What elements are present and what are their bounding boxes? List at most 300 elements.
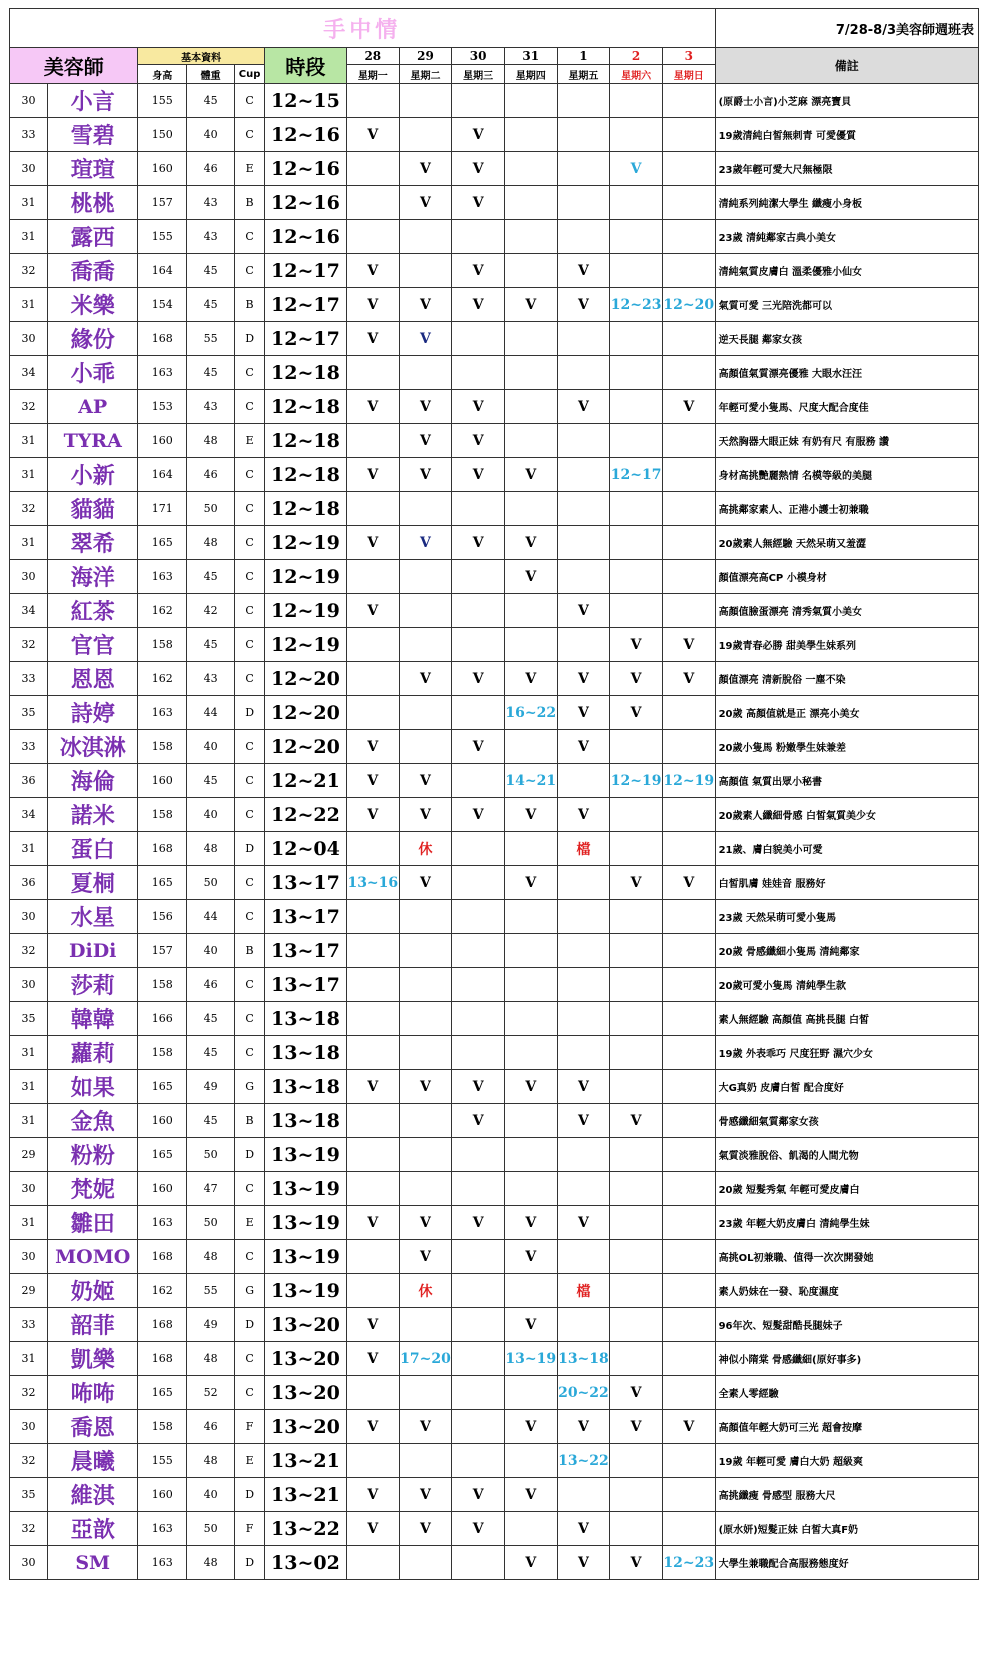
- day-cell: [610, 560, 663, 594]
- day-cell: [346, 254, 399, 288]
- day-mark: V: [630, 670, 642, 687]
- note-cell: 19歲青春必勝 甜美學生妹系列: [715, 628, 978, 662]
- day-cell: [557, 186, 610, 220]
- day-mark: V: [420, 772, 431, 789]
- table-row: [10, 934, 979, 968]
- day-cell: [610, 1478, 663, 1512]
- beautician-name: 露西: [47, 220, 138, 254]
- day-cell: [504, 1274, 557, 1308]
- day-cell: [610, 186, 663, 220]
- age-cell: 30: [10, 152, 48, 186]
- height-cell: 158: [138, 1410, 186, 1444]
- day-cell: [452, 492, 505, 526]
- age-cell: 31: [10, 220, 48, 254]
- day-cell: [399, 628, 452, 662]
- day-cell: [399, 1070, 452, 1104]
- day-mark: V: [683, 636, 695, 653]
- day-cell: [610, 118, 663, 152]
- day-cell: [610, 1240, 663, 1274]
- height-cell: 158: [138, 968, 186, 1002]
- time-slot-cell: 13~17: [264, 900, 346, 934]
- header-basic-info: 基本資料: [138, 48, 264, 65]
- day-mark: V: [420, 194, 431, 211]
- weight-cell: 43: [186, 220, 234, 254]
- day-mark: V: [525, 1316, 537, 1333]
- age-cell: 30: [10, 322, 48, 356]
- day-cell: [504, 1002, 557, 1036]
- day-cell: [557, 322, 610, 356]
- beautician-name: 晨曦: [47, 1444, 138, 1478]
- day-cell: [399, 1376, 452, 1410]
- day-cell: [557, 390, 610, 424]
- day-mark: V: [578, 398, 589, 415]
- day-mark: V: [525, 1486, 537, 1503]
- beautician-name: 韓韓: [47, 1002, 138, 1036]
- note-cell: 氣質淡雅脫俗、飢渴的人間尤物: [715, 1138, 978, 1172]
- age-cell: 32: [10, 1444, 48, 1478]
- day-mark: V: [578, 602, 589, 619]
- time-slot-cell: 12~19: [264, 560, 346, 594]
- day-cell: [610, 288, 663, 322]
- day-cell: [504, 1444, 557, 1478]
- day-mark: V: [420, 670, 431, 687]
- time-slot-cell: 12~19: [264, 628, 346, 662]
- table-row: [10, 1138, 979, 1172]
- day-cell: [346, 968, 399, 1002]
- day-cell: [557, 458, 610, 492]
- cup-cell: C: [235, 356, 264, 390]
- day-mark: V: [472, 126, 484, 143]
- note-cell: 氣質可愛 三光陪洗都可以: [715, 288, 978, 322]
- beautician-name: 莎莉: [47, 968, 138, 1002]
- day-cell: [662, 832, 715, 866]
- day-cell: [399, 1002, 452, 1036]
- height-cell: 165: [138, 866, 186, 900]
- day-cell: [504, 934, 557, 968]
- day-mark: 17~20: [400, 1350, 451, 1367]
- day-mark: V: [367, 1316, 379, 1333]
- time-slot-cell: 12~20: [264, 696, 346, 730]
- day-cell: [504, 254, 557, 288]
- day-cell: [399, 1138, 452, 1172]
- table-row: [10, 1444, 979, 1478]
- day-cell: [504, 730, 557, 764]
- day-cell: [557, 1478, 610, 1512]
- day-cell: [452, 560, 505, 594]
- time-slot-cell: 13~02: [264, 1546, 346, 1580]
- cup-cell: C: [235, 254, 264, 288]
- height-cell: 162: [138, 1274, 186, 1308]
- weight-cell: 45: [186, 1036, 234, 1070]
- table-row: [10, 560, 979, 594]
- day-cell: [346, 594, 399, 628]
- table-row: [10, 1342, 979, 1376]
- day-cell: [452, 1036, 505, 1070]
- day-cell: [504, 84, 557, 118]
- day-cell: [452, 1444, 505, 1478]
- beautician-name: 韶菲: [47, 1308, 138, 1342]
- note-cell: 20歲 高顏值就是正 漂亮小美女: [715, 696, 978, 730]
- day-mark: V: [525, 568, 537, 585]
- day-cell: [557, 288, 610, 322]
- time-slot-cell: 13~19: [264, 1206, 346, 1240]
- day-cell: [346, 934, 399, 968]
- height-cell: 165: [138, 1376, 186, 1410]
- day-cell: [610, 628, 663, 662]
- beautician-name: 夏桐: [47, 866, 138, 900]
- table-row: [10, 866, 979, 900]
- day-mark: V: [472, 1486, 484, 1503]
- table-row: [10, 458, 979, 492]
- header-weekday: 星期一: [346, 65, 399, 84]
- beautician-name: 小新: [47, 458, 138, 492]
- day-mark: V: [630, 160, 642, 177]
- age-cell: 31: [10, 186, 48, 220]
- day-cell: [399, 220, 452, 254]
- day-cell: [346, 84, 399, 118]
- beautician-name: 金魚: [47, 1104, 138, 1138]
- note-cell: 19歲 外表乖巧 尺度狂野 濕穴少女: [715, 1036, 978, 1070]
- height-cell: 160: [138, 1478, 186, 1512]
- day-cell: [346, 458, 399, 492]
- height-cell: 163: [138, 1512, 186, 1546]
- beautician-name: MOMO: [47, 1240, 138, 1274]
- day-cell: [346, 356, 399, 390]
- time-slot-cell: 13~20: [264, 1308, 346, 1342]
- age-cell: 36: [10, 866, 48, 900]
- day-cell: [557, 1206, 610, 1240]
- day-cell: [452, 764, 505, 798]
- day-cell: [452, 730, 505, 764]
- day-cell: [504, 322, 557, 356]
- day-cell: [662, 1478, 715, 1512]
- day-mark: V: [420, 432, 431, 449]
- day-cell: [346, 186, 399, 220]
- day-mark: V: [578, 1112, 589, 1129]
- day-mark: 13~16: [347, 874, 399, 891]
- age-cell: 35: [10, 1478, 48, 1512]
- age-cell: 31: [10, 1036, 48, 1070]
- header-weekday: 星期六: [610, 65, 663, 84]
- day-cell: [399, 1240, 452, 1274]
- weight-cell: 45: [186, 628, 234, 662]
- table-row: [10, 152, 979, 186]
- day-cell: [504, 764, 557, 798]
- day-cell: [452, 934, 505, 968]
- day-mark: V: [472, 670, 484, 687]
- day-mark: V: [525, 466, 537, 483]
- day-mark: V: [420, 1486, 431, 1503]
- day-mark: V: [420, 466, 431, 483]
- beautician-name: 海倫: [47, 764, 138, 798]
- day-cell: [662, 254, 715, 288]
- day-mark: V: [525, 1554, 537, 1571]
- cup-cell: D: [235, 1546, 264, 1580]
- day-cell: [452, 186, 505, 220]
- day-cell: [452, 390, 505, 424]
- day-cell: [504, 968, 557, 1002]
- height-cell: 160: [138, 764, 186, 798]
- day-cell: [610, 220, 663, 254]
- day-cell: [557, 526, 610, 560]
- age-cell: 32: [10, 390, 48, 424]
- weight-cell: 48: [186, 1546, 234, 1580]
- age-cell: 32: [10, 1512, 48, 1546]
- day-cell: [346, 288, 399, 322]
- age-cell: 31: [10, 288, 48, 322]
- day-cell: [346, 628, 399, 662]
- age-cell: 31: [10, 832, 48, 866]
- beautician-name: AP: [47, 390, 138, 424]
- day-mark: 休: [418, 1283, 433, 1300]
- day-mark: V: [420, 1248, 431, 1265]
- day-cell: [557, 1274, 610, 1308]
- day-mark: V: [578, 262, 589, 279]
- day-cell: [610, 798, 663, 832]
- day-cell: [504, 220, 557, 254]
- weight-cell: 48: [186, 526, 234, 560]
- age-cell: 32: [10, 628, 48, 662]
- time-slot-cell: 13~21: [264, 1444, 346, 1478]
- day-mark: V: [630, 636, 642, 653]
- day-cell: [452, 526, 505, 560]
- note-cell: 20歲小隻馬 粉嫩學生妹兼差: [715, 730, 978, 764]
- day-cell: [662, 560, 715, 594]
- note-cell: 20歲可愛小隻馬 清純學生款: [715, 968, 978, 1002]
- note-cell: 全素人零經驗: [715, 1376, 978, 1410]
- day-mark: V: [472, 806, 484, 823]
- day-cell: [399, 492, 452, 526]
- time-slot-cell: 12~18: [264, 424, 346, 458]
- day-mark: V: [367, 330, 379, 347]
- day-mark: V: [525, 874, 537, 891]
- weight-cell: 43: [186, 186, 234, 220]
- cup-cell: C: [235, 1172, 264, 1206]
- weight-cell: 40: [186, 1478, 234, 1512]
- day-cell: [610, 1444, 663, 1478]
- day-mark: V: [525, 806, 537, 823]
- day-mark: 12~19: [610, 772, 662, 789]
- day-cell: [452, 220, 505, 254]
- cup-cell: C: [235, 220, 264, 254]
- day-cell: [346, 1274, 399, 1308]
- day-cell: [452, 1410, 505, 1444]
- cup-cell: C: [235, 1342, 264, 1376]
- time-slot-cell: 13~22: [264, 1512, 346, 1546]
- height-cell: 155: [138, 1444, 186, 1478]
- day-mark: V: [630, 1112, 642, 1129]
- day-cell: [346, 1036, 399, 1070]
- day-cell: [610, 1376, 663, 1410]
- beautician-name: 蛋白: [47, 832, 138, 866]
- table-row: [10, 798, 979, 832]
- day-cell: [504, 798, 557, 832]
- day-cell: [662, 764, 715, 798]
- day-mark: V: [420, 398, 431, 415]
- day-cell: [662, 1036, 715, 1070]
- height-cell: 160: [138, 424, 186, 458]
- day-cell: [610, 322, 663, 356]
- day-cell: [399, 560, 452, 594]
- day-cell: [557, 1172, 610, 1206]
- day-cell: [346, 764, 399, 798]
- day-cell: [557, 118, 610, 152]
- day-cell: [610, 1546, 663, 1580]
- day-cell: [346, 1308, 399, 1342]
- age-cell: 32: [10, 254, 48, 288]
- day-cell: [557, 1444, 610, 1478]
- header-weekday: 星期日: [662, 65, 715, 84]
- table-row: [10, 1172, 979, 1206]
- day-cell: [452, 356, 505, 390]
- day-cell: [452, 1172, 505, 1206]
- cup-cell: C: [235, 1002, 264, 1036]
- day-cell: [610, 526, 663, 560]
- day-cell: [557, 1512, 610, 1546]
- beautician-name: 咘咘: [47, 1376, 138, 1410]
- height-cell: 150: [138, 118, 186, 152]
- day-mark: V: [367, 296, 379, 313]
- beautician-name: 恩恩: [47, 662, 138, 696]
- day-cell: [557, 1070, 610, 1104]
- day-mark: V: [420, 296, 431, 313]
- note-cell: 高顏值年輕大奶可三光 超會按摩: [715, 1410, 978, 1444]
- schedule-table: [9, 8, 979, 1580]
- day-cell: [504, 628, 557, 662]
- table-row: [10, 832, 979, 866]
- note-cell: 高顏值 氣質出眾小秘書: [715, 764, 978, 798]
- day-cell: [452, 288, 505, 322]
- day-cell: [662, 696, 715, 730]
- cup-cell: C: [235, 458, 264, 492]
- note-cell: 白皙肌膚 娃娃音 服務好: [715, 866, 978, 900]
- day-cell: [557, 152, 610, 186]
- day-cell: [662, 1376, 715, 1410]
- day-cell: [452, 1342, 505, 1376]
- day-mark: V: [420, 330, 431, 347]
- cup-cell: C: [235, 730, 264, 764]
- day-cell: [399, 356, 452, 390]
- beautician-name: 雪碧: [47, 118, 138, 152]
- day-cell: [504, 356, 557, 390]
- age-cell: 30: [10, 84, 48, 118]
- day-cell: [346, 390, 399, 424]
- day-cell: [504, 1342, 557, 1376]
- day-mark: V: [367, 262, 379, 279]
- beautician-name: 梵妮: [47, 1172, 138, 1206]
- day-cell: [504, 1138, 557, 1172]
- day-cell: [662, 1138, 715, 1172]
- note-cell: 年輕可愛小隻馬、尺度大配合度佳: [715, 390, 978, 424]
- day-cell: [399, 1274, 452, 1308]
- cup-cell: D: [235, 832, 264, 866]
- day-cell: [662, 322, 715, 356]
- day-mark: 12~23: [610, 296, 662, 313]
- time-slot-cell: 12~19: [264, 526, 346, 560]
- day-cell: [399, 1478, 452, 1512]
- table-row: [10, 492, 979, 526]
- age-cell: 36: [10, 764, 48, 798]
- day-cell: [610, 662, 663, 696]
- height-cell: 168: [138, 1240, 186, 1274]
- day-cell: [557, 492, 610, 526]
- cup-cell: C: [235, 1036, 264, 1070]
- day-cell: [346, 1342, 399, 1376]
- note-cell: 高顏值氣質漂亮優雅 大眼水汪汪: [715, 356, 978, 390]
- weight-cell: 48: [186, 1444, 234, 1478]
- header-date: 28: [346, 48, 399, 65]
- day-mark: V: [578, 1078, 589, 1095]
- weight-cell: 45: [186, 1002, 234, 1036]
- day-cell: [452, 1070, 505, 1104]
- day-cell: [610, 1308, 663, 1342]
- weight-cell: 45: [186, 84, 234, 118]
- height-cell: 158: [138, 628, 186, 662]
- day-mark: V: [367, 398, 379, 415]
- header-weekday: 星期五: [557, 65, 610, 84]
- time-slot-cell: 13~17: [264, 866, 346, 900]
- beautician-name: DiDi: [47, 934, 138, 968]
- day-cell: [346, 866, 399, 900]
- table-row: [10, 1206, 979, 1240]
- day-mark: V: [472, 296, 484, 313]
- weight-cell: 45: [186, 560, 234, 594]
- note-cell: 23歲年輕可愛大尺無極限: [715, 152, 978, 186]
- day-cell: [610, 1410, 663, 1444]
- beautician-name: 詩婷: [47, 696, 138, 730]
- cup-cell: B: [235, 186, 264, 220]
- day-cell: [452, 628, 505, 662]
- height-cell: 168: [138, 832, 186, 866]
- time-slot-cell: 12~17: [264, 322, 346, 356]
- day-mark: V: [420, 534, 431, 551]
- height-cell: 163: [138, 1546, 186, 1580]
- day-cell: [399, 458, 452, 492]
- beautician-name: TYRA: [47, 424, 138, 458]
- time-slot-cell: 12~16: [264, 220, 346, 254]
- day-cell: [610, 1070, 663, 1104]
- day-mark: 16~22: [505, 704, 557, 721]
- day-mark: V: [420, 1078, 431, 1095]
- day-mark: V: [630, 704, 642, 721]
- day-cell: [504, 866, 557, 900]
- day-cell: [452, 900, 505, 934]
- day-mark: V: [420, 806, 431, 823]
- time-slot-cell: 13~20: [264, 1376, 346, 1410]
- day-mark: 20~22: [558, 1384, 609, 1401]
- day-cell: [399, 798, 452, 832]
- beautician-name: 海洋: [47, 560, 138, 594]
- beautician-name: SM: [47, 1546, 138, 1580]
- weight-cell: 40: [186, 730, 234, 764]
- cup-cell: E: [235, 1444, 264, 1478]
- day-cell: [610, 254, 663, 288]
- day-cell: [504, 390, 557, 424]
- day-mark: V: [525, 1214, 537, 1231]
- cup-cell: C: [235, 968, 264, 1002]
- time-slot-cell: 13~18: [264, 1002, 346, 1036]
- day-cell: [662, 220, 715, 254]
- time-slot-cell: 13~20: [264, 1342, 346, 1376]
- time-slot-cell: 12~17: [264, 288, 346, 322]
- note-cell: 清純系列純潔大學生 纖瘦小身板: [715, 186, 978, 220]
- day-cell: [504, 1104, 557, 1138]
- day-cell: [452, 1240, 505, 1274]
- day-cell: [504, 526, 557, 560]
- day-mark: V: [472, 262, 484, 279]
- day-cell: [504, 696, 557, 730]
- day-cell: [452, 322, 505, 356]
